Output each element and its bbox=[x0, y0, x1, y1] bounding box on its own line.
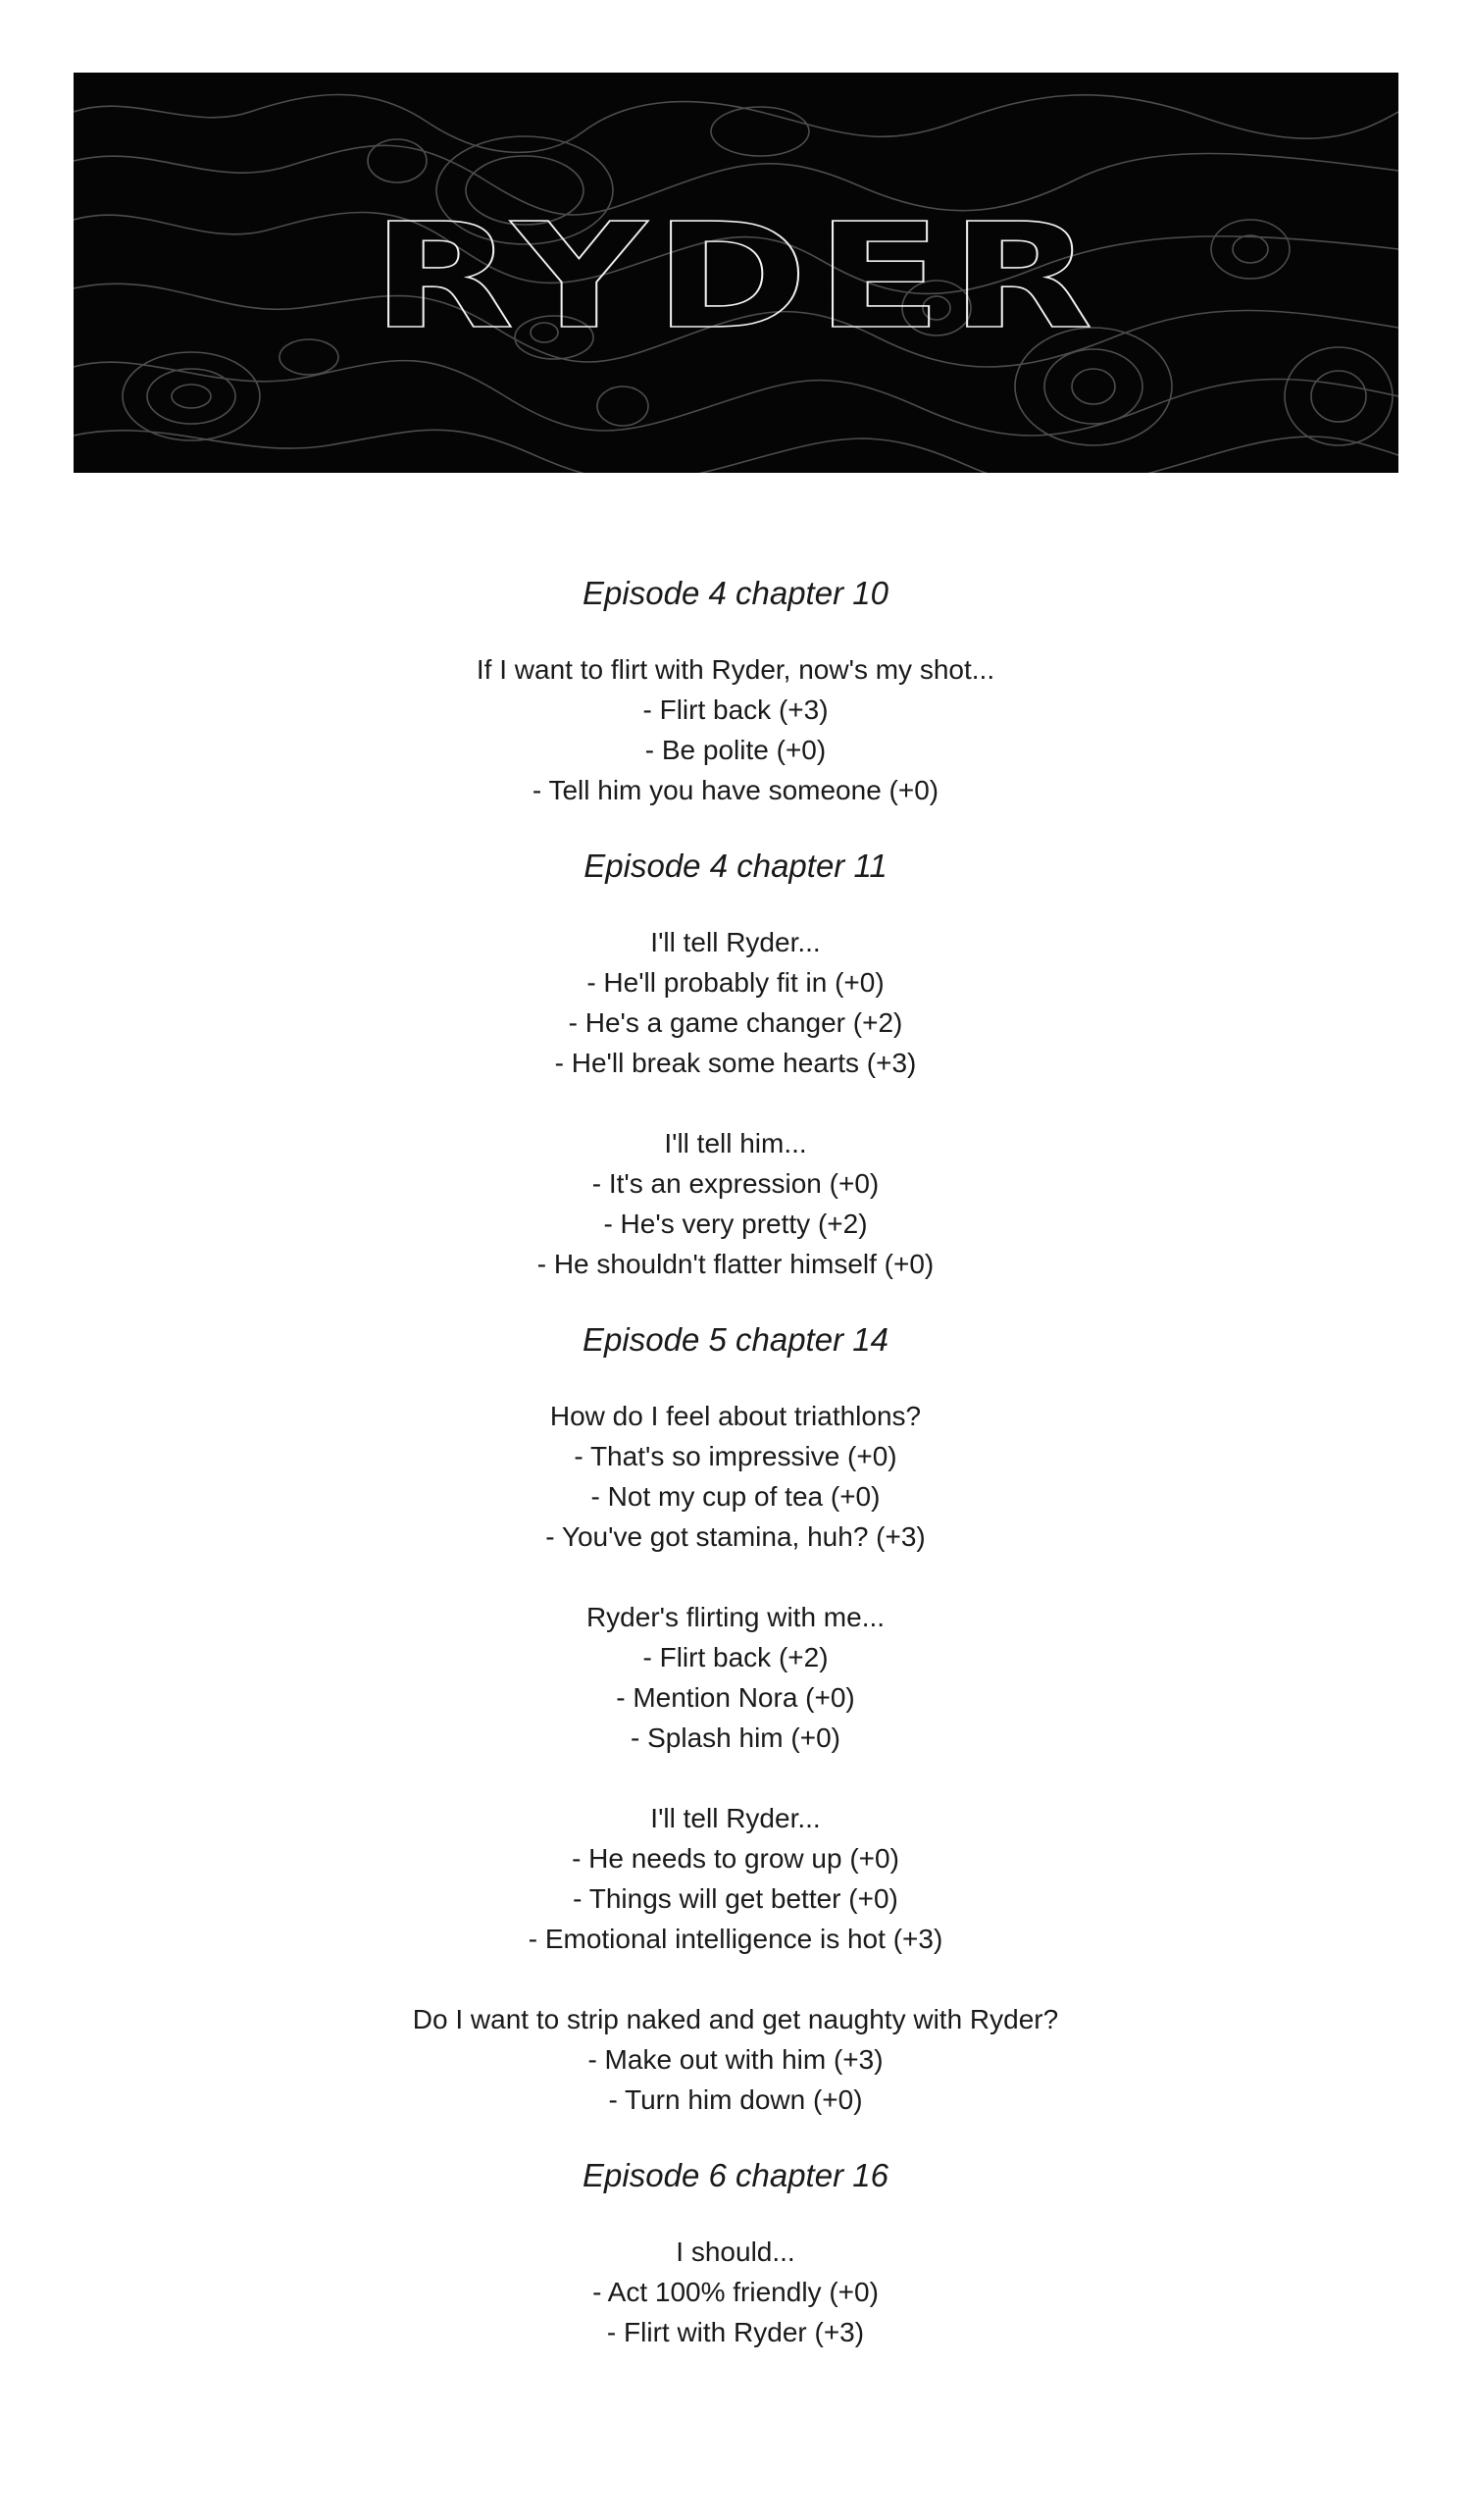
choice-block bbox=[0, 1597, 1471, 1758]
section bbox=[0, 1313, 1471, 2149]
choice-option: - He's a game changer (+2) bbox=[568, 1007, 903, 1038]
choice-option: - Act 100% friendly (+0) bbox=[592, 2277, 879, 2307]
choice-prompt: I'll tell him... bbox=[664, 1128, 807, 1158]
section bbox=[0, 567, 1471, 840]
choice-option: - He shouldn't flatter himself (+0) bbox=[536, 1249, 935, 1279]
choice-option: - Flirt back (+3) bbox=[642, 694, 829, 725]
choice-prompt: Do I want to strip naked and get naughty with Ryder? bbox=[412, 2004, 1059, 2034]
choice-block bbox=[0, 2232, 1471, 2352]
banner-title: RYDER bbox=[371, 192, 1101, 361]
choice-prompt: I should... bbox=[676, 2237, 795, 2267]
choice-option: - Not my cup of tea (+0) bbox=[590, 1481, 881, 1512]
choice-option: - He needs to grow up (+0) bbox=[572, 1843, 899, 1874]
choice-prompt: I'll tell Ryder... bbox=[650, 927, 821, 957]
episode-title: Episode 4 chapter 11 bbox=[583, 848, 888, 884]
choice-block bbox=[0, 1396, 1471, 1557]
content bbox=[0, 567, 1471, 2352]
episode-title: Episode 4 chapter 10 bbox=[583, 575, 888, 611]
choice-block bbox=[0, 1798, 1471, 1959]
choice-option: - He's very pretty (+2) bbox=[603, 1209, 868, 1239]
choice-option: - It's an expression (+0) bbox=[591, 1168, 880, 1199]
choice-option: - Mention Nora (+0) bbox=[616, 1682, 855, 1713]
choice-prompt: I'll tell Ryder... bbox=[650, 1803, 821, 1833]
choice-block bbox=[0, 922, 1471, 1083]
choice-prompt: How do I feel about triathlons? bbox=[549, 1401, 922, 1431]
choice-option: - Flirt with Ryder (+3) bbox=[606, 2317, 865, 2347]
choice-option: - He'll break some hearts (+3) bbox=[554, 1048, 917, 1078]
choice-block bbox=[0, 649, 1471, 810]
choice-option: - Make out with him (+3) bbox=[587, 2044, 884, 2075]
choice-option: - He'll probably fit in (+0) bbox=[586, 967, 885, 998]
section bbox=[0, 2149, 1471, 2352]
choice-option: - Emotional intelligence is hot (+3) bbox=[528, 1924, 943, 1954]
choice-option: - Splash him (+0) bbox=[631, 1723, 840, 1753]
choice-option: - Tell him you have someone (+0) bbox=[532, 775, 939, 805]
choice-option: - Be polite (+0) bbox=[644, 735, 827, 765]
episode-title: Episode 6 chapter 16 bbox=[583, 2157, 888, 2193]
choice-option: - Flirt back (+2) bbox=[642, 1642, 829, 1672]
choice-block bbox=[0, 1999, 1471, 2120]
choice-prompt: If I want to flirt with Ryder, now's my shot... bbox=[476, 654, 995, 685]
choice-option: - You've got stamina, huh? (+3) bbox=[545, 1521, 926, 1552]
choice-block bbox=[0, 1123, 1471, 1284]
episode-title: Episode 5 chapter 14 bbox=[583, 1321, 888, 1358]
choice-prompt: Ryder's flirting with me... bbox=[585, 1602, 886, 1632]
header-banner bbox=[74, 73, 1398, 473]
choice-option: - That's so impressive (+0) bbox=[574, 1441, 897, 1471]
section bbox=[0, 840, 1471, 1313]
choice-option: - Things will get better (+0) bbox=[573, 1883, 898, 1914]
choice-option: - Turn him down (+0) bbox=[608, 2084, 863, 2115]
